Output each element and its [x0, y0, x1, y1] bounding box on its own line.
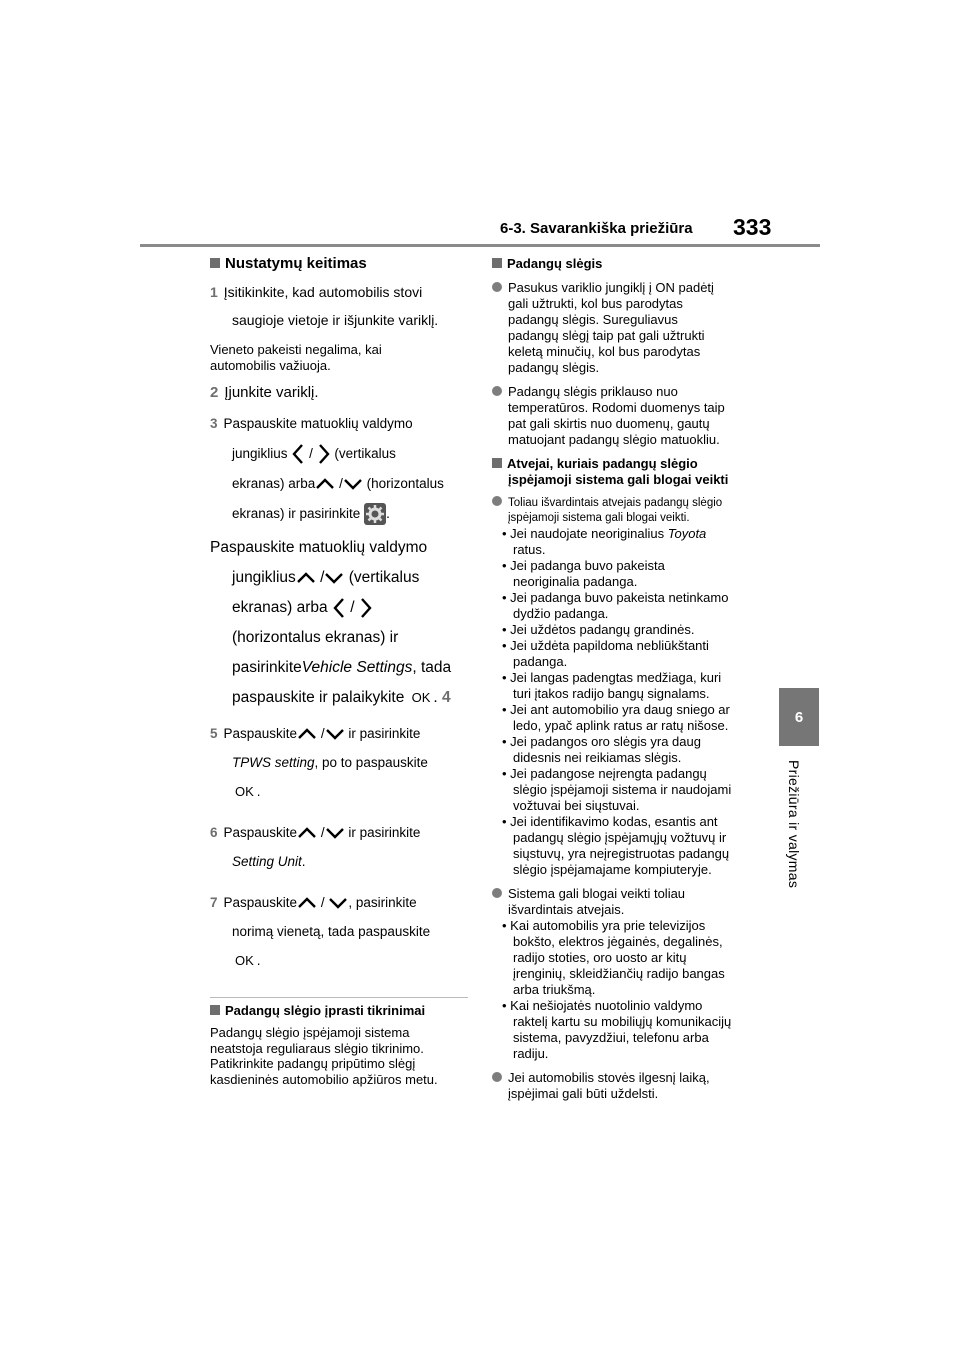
list-item: • Kai automobilis yra prie televizijos bokšto, elektros jėgainės, degalinės, radijo stoties, oro uosto ar kitų įrenginių, skleidžiančių radijo bangas arba triukšmą. — [502, 918, 725, 997]
chevron-up-icon — [315, 477, 335, 491]
right-column — [492, 256, 762, 1102]
section-square-icon — [492, 258, 502, 268]
divider — [210, 997, 468, 998]
chevron-down-icon — [328, 896, 348, 910]
chevron-right-icon — [317, 443, 331, 465]
list-item: • Jei naudojate neoriginalius Toyota ratus. — [502, 526, 707, 557]
step-5: 5 Paspauskite / ir pasirinkite TPWS setting, po to paspauskite OK . — [210, 719, 472, 806]
list-item: • Jei identifikavimo kodas, esantis ant padangų slėgio įspėjamųjų vožtuvų ir siųstuvų, yra neįregistruotas padangų slėgio įspėjamajame kompiuteryje. — [502, 814, 730, 877]
header-rule — [140, 244, 820, 247]
ok-button-icon: OK — [411, 690, 431, 705]
list-item: • Jei padangos oro slėgis yra daug didesnis nei reikiamas slėgis. — [502, 734, 701, 765]
bullet-3: Toliau išvardintais atvejais padangų slėgio — [492, 496, 762, 511]
chevron-up-icon — [296, 571, 316, 585]
list-item: • Jei uždėta papildoma nebliūkštanti padanga. — [502, 638, 709, 669]
list-item: • Kai nešiojatės nuotolinio valdymo raktelį kartu su mobiliųjų komunikacijų sistema, pavyzdžiui, telefonu arba radiju. — [502, 998, 732, 1061]
list-item: • Jei uždėtos padangų grandinės. — [502, 622, 695, 637]
list-item: • Jei langas padengtas medžiaga, kuri turi įtakos radijo bangų signalams. — [502, 670, 722, 701]
section-square-icon — [492, 458, 502, 468]
bullet-dot-icon — [492, 282, 502, 292]
bullet-dot-icon — [492, 888, 502, 898]
bullet-3-cont: įspėjamoji sistema gali blogai veikti. — [508, 512, 690, 524]
step-7: 7 Paspauskite / , pasirinkite norimą vienetą, tada paspauskite OK . — [210, 888, 472, 975]
bullet-1-cont: gali užtrukti, kol bus parodytas padangų slėgis. Sureguliavus padangų slėgį taip pat gali užtrukti keletą minučių, kol bus parodytas padangų slėgis. — [508, 296, 705, 375]
chevron-left-icon — [291, 443, 305, 465]
sub-heading: Padangų slėgio įprasti tikrinimai — [210, 1003, 472, 1019]
chevron-up-icon — [297, 727, 317, 741]
bullet-dot-icon — [492, 496, 502, 506]
bullet-2: Padangų slėgis priklauso nuo — [492, 384, 762, 400]
chapter-label: Priežiūra ir valymas — [786, 760, 802, 889]
chevron-down-icon — [324, 571, 344, 585]
list-item: • Jei ant automobilio yra daug sniego ar ledo, ypač aplink ratus ar ratų nišose. — [502, 702, 730, 733]
list-cases — [492, 526, 762, 878]
step-2: 2 Įjunkite variklį. — [210, 384, 319, 401]
bullet-5: Jei automobilis stovės ilgesnį laiką, — [492, 1070, 762, 1086]
chevron-down-icon — [325, 826, 345, 840]
bullet-1: Pasukus variklio jungiklį į ON padėtį — [492, 280, 762, 296]
page-number: 333 — [733, 214, 772, 240]
chevron-right-icon — [359, 597, 373, 619]
bullet-4: Sistema gali blogai veikti toliau — [492, 886, 762, 902]
list-item: • Jei padangose neįrengta padangų slėgio įspėjamoji sistema ir naudojami vožtuvai bei siųstuvai. — [502, 766, 732, 813]
chapter-tab: 6 — [779, 688, 819, 746]
step-6: 6 Paspauskite / ir pasirinkite Setting Unit. — [210, 825, 421, 869]
bullet-2-cont: temperatūros. Rodomi duomenys taip pat gali skirtis nuo duomenų, gautų matuojant padangų slėgio matuokliu. — [508, 400, 725, 447]
list-item: • Jei padanga buvo pakeista neoriginalia padanga. — [502, 558, 665, 589]
list-item: • Jei padanga buvo pakeista netinkamo dydžio padanga. — [502, 590, 729, 621]
step-1: 1 Įsitikinkite, kad automobilis stovi saugioje vietoje ir išjunkite variklį. — [210, 284, 439, 328]
chevron-down-icon — [325, 727, 345, 741]
chevron-down-icon — [343, 477, 363, 491]
chevron-up-icon — [297, 896, 317, 910]
chevron-left-icon — [332, 597, 346, 619]
left-column — [210, 256, 472, 1087]
section-title: 6-3. Savarankiška priežiūra — [500, 220, 693, 237]
heading-tire-pressure: Padangų slėgis — [492, 256, 762, 272]
step-3: 3 Paspauskite matuoklių valdymo jungiklius / (vertikalus ekranas) arba / (horizontalus ekranas) ir pasirinkite . — [210, 409, 472, 529]
heading-malfunction-cont: įspėjamoji sistema gali blogai veikti — [508, 472, 729, 487]
heading-malfunction: Atvejai, kuriais padangų slėgio — [492, 456, 762, 472]
section-square-icon — [210, 258, 220, 268]
heading-settings: Nustatymų keitimas — [210, 256, 472, 272]
bullet-dot-icon — [492, 386, 502, 396]
bullet-5-cont: įspėjimai gali būti uždelsti. — [508, 1086, 659, 1101]
ok-button-icon: OK — [235, 784, 254, 799]
chevron-up-icon — [297, 826, 317, 840]
list-conditions — [492, 918, 762, 1062]
section-square-icon — [210, 1005, 220, 1015]
gear-icon — [364, 503, 386, 525]
ok-button-icon: OK — [235, 953, 254, 968]
note-1: Vieneto pakeisti negalima, kai automobilis važiuoja. — [210, 342, 382, 373]
bullet-4-cont: išvardintais atvejais. — [508, 902, 625, 917]
bullet-dot-icon — [492, 1072, 502, 1082]
sub-paragraph: Padangų slėgio įspėjamoji sistema neatstoja reguliaraus slėgio tikrinimo. Patikrinkite padangų pripūtimo slėgį kasdieninės automobilio apžiūros metu. — [210, 1025, 438, 1087]
alt-instruction: Paspauskite matuoklių valdymo jungiklius / (vertikalus ekranas) arba / (horizontalus ekranas) ir pasirinkiteVehicle Settings, tada paspauskite ir palaikykite OK . 4 — [210, 533, 472, 713]
